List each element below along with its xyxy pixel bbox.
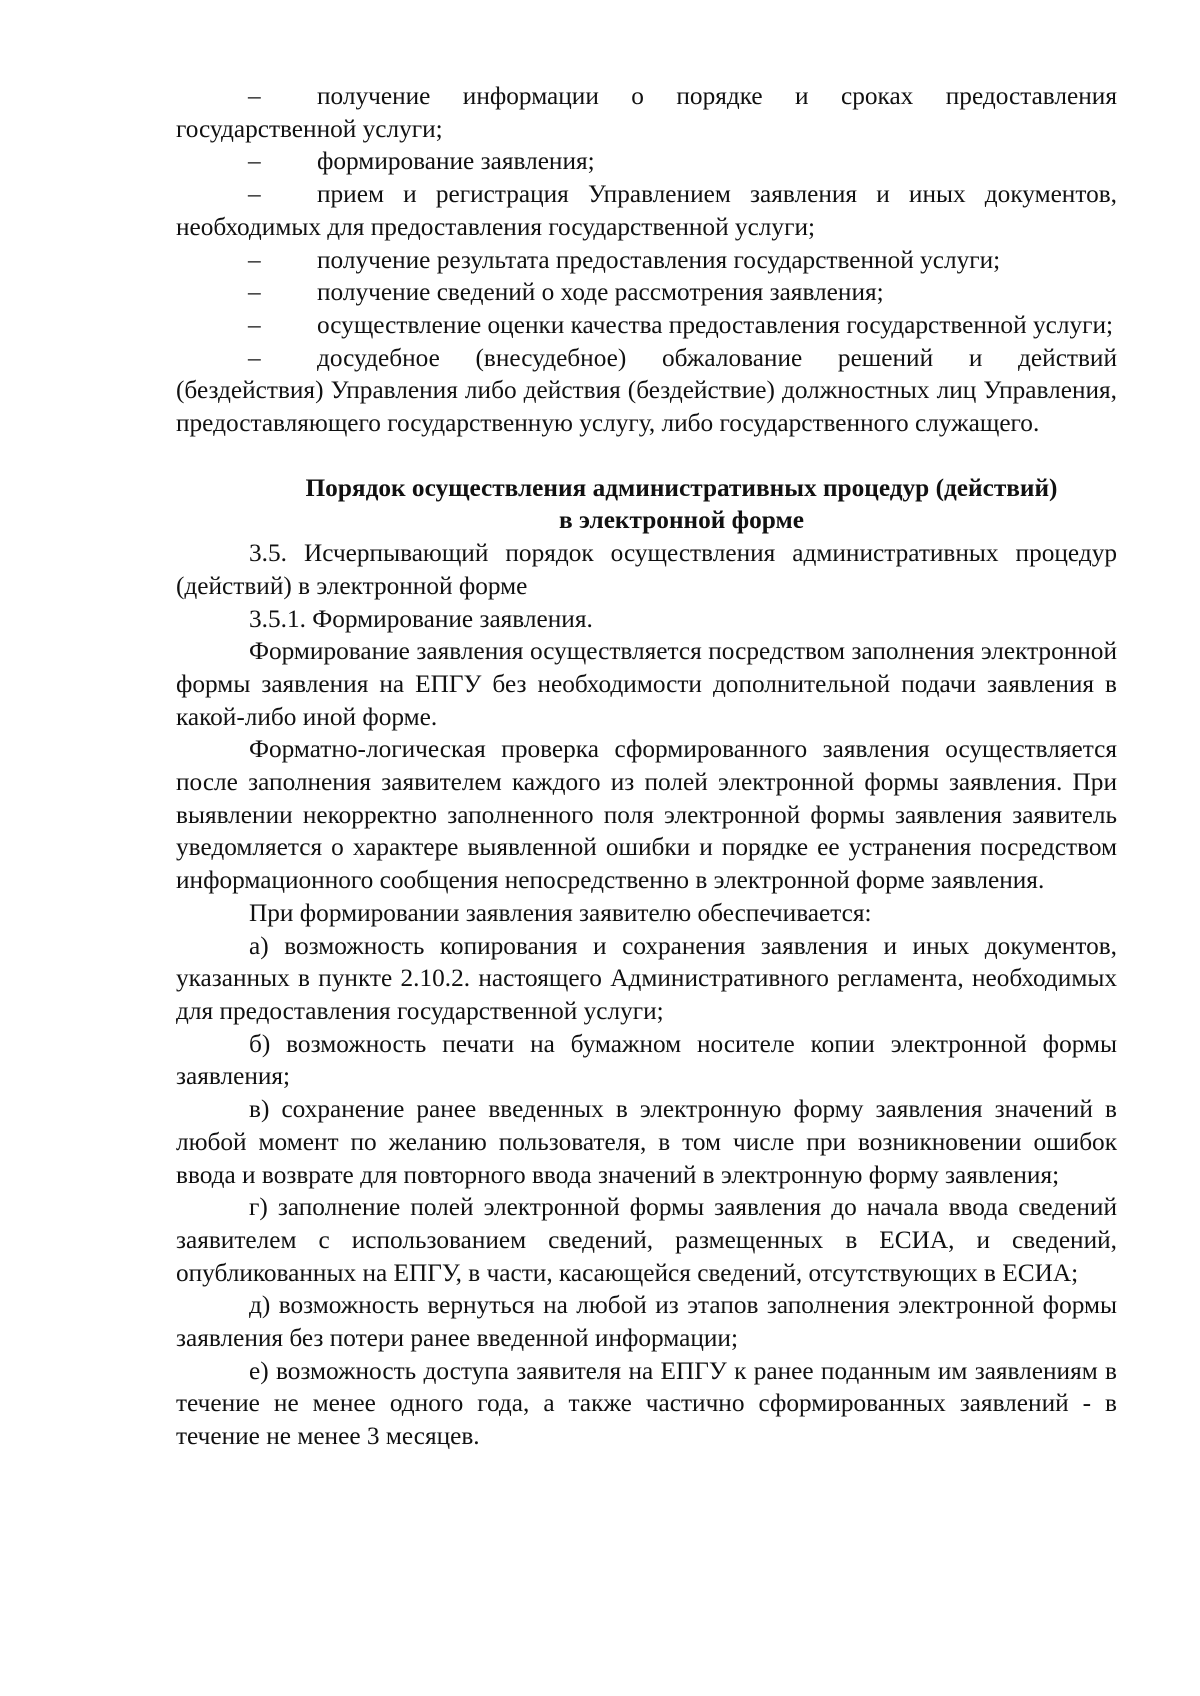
list-item [176, 309, 1117, 342]
paragraph: б) возможность печати на бумажном носителе копии электронной формы заявления; [176, 1029, 1117, 1091]
bullet-dash: – [248, 245, 261, 274]
list-item-text: получение результата предоставления государственной услуги; [317, 245, 1001, 274]
list-item-text: получение информации о порядке и сроках предоставления государственной услуги; [176, 82, 1117, 143]
bullet-dash: – [248, 310, 261, 339]
section-spacer [176, 440, 1117, 472]
list-item [176, 244, 1117, 277]
list-item [176, 145, 1117, 178]
bullet-dash: – [248, 82, 261, 110]
paragraph: При формировании заявления заявителю обеспечивается: [249, 898, 872, 927]
paragraph: в) сохранение ранее введенных в электронную форму заявления значений в любой момент по желанию пользователя, в том числе при возникновении ошибок ввода и возврате для повторного ввода значений в электронную форму заявления; [176, 1095, 1117, 1189]
list-item-text: формирование заявления; [317, 147, 595, 176]
paragraph: а) возможность копирования и сохранения заявления и иных документов, указанных в пункте 2.10.2. настоящего Административного регламента, необходимых для предоставления государственной услуги; [176, 931, 1117, 1025]
list-item [176, 342, 1117, 440]
list-item-text: получение сведений о ходе рассмотрения заявления; [317, 278, 884, 307]
bullet-dash: – [248, 278, 261, 307]
section-heading [176, 472, 1117, 537]
list-item-text: прием и регистрация Управлением заявления и иных документов, необходимых для предоставления государственной услуги; [176, 180, 1117, 241]
list-item [176, 80, 1117, 145]
bullet-dash: – [248, 343, 261, 372]
paragraph: д) возможность вернуться на любой из этапов заполнения электронной формы заявления без потери ранее введенной информации; [176, 1291, 1117, 1353]
paragraph: Формирование заявления осуществляется посредством заполнения электронной формы заявления на ЕПГУ без необходимости дополнительной подачи заявления в какой-либо иной форме. [176, 637, 1117, 731]
list-item-text: осуществление оценки качества предоставления государственной услуги; [317, 310, 1114, 339]
section-heading-line: в электронной форме [559, 506, 804, 535]
bullet-dash: – [248, 147, 261, 176]
paragraph: г) заполнение полей электронной формы заявления до начала ввода сведений заявителем с использованием сведений, размещенных в ЕСИА, и сведений, опубликованных на ЕПГУ, в части, касающейся сведений, отсутствующих в ЕСИА; [176, 1193, 1117, 1287]
paragraph: Форматно-логическая проверка сформированного заявления осуществляется после заполнения заявителем каждого из полей электронной формы заявления. При выявлении некорректно заполненного поля электронной формы заявления заявитель уведомляется о характере выявленной ошибки и порядке ее устранения посредством информационного сообщения непосредственно в электронной форме заявления. [176, 735, 1117, 895]
document-page [176, 80, 1117, 1453]
list-item [176, 178, 1117, 243]
bullet-dash: – [248, 180, 261, 209]
list-item-text: досудебное (внесудебное) обжалование решений и действий (бездействия) Управления либо действия (бездействие) должностных лиц Управления, предоставляющего государственную услугу, либо государственного служащего. [176, 343, 1117, 438]
paragraph: 3.5.1. Формирование заявления. [249, 604, 593, 633]
section-heading-line: Порядок осуществления административных процедур (действий) [305, 473, 1058, 502]
paragraph: е) возможность доступа заявителя на ЕПГУ к ранее поданным им заявлениям в течение не менее одного года, а также частично сформированных заявлений - в течение не менее 3 месяцев. [176, 1356, 1117, 1451]
list-item [176, 276, 1117, 309]
paragraph: 3.5. Исчерпывающий порядок осуществления административных процедур (действий) в электронной форме [176, 539, 1117, 600]
